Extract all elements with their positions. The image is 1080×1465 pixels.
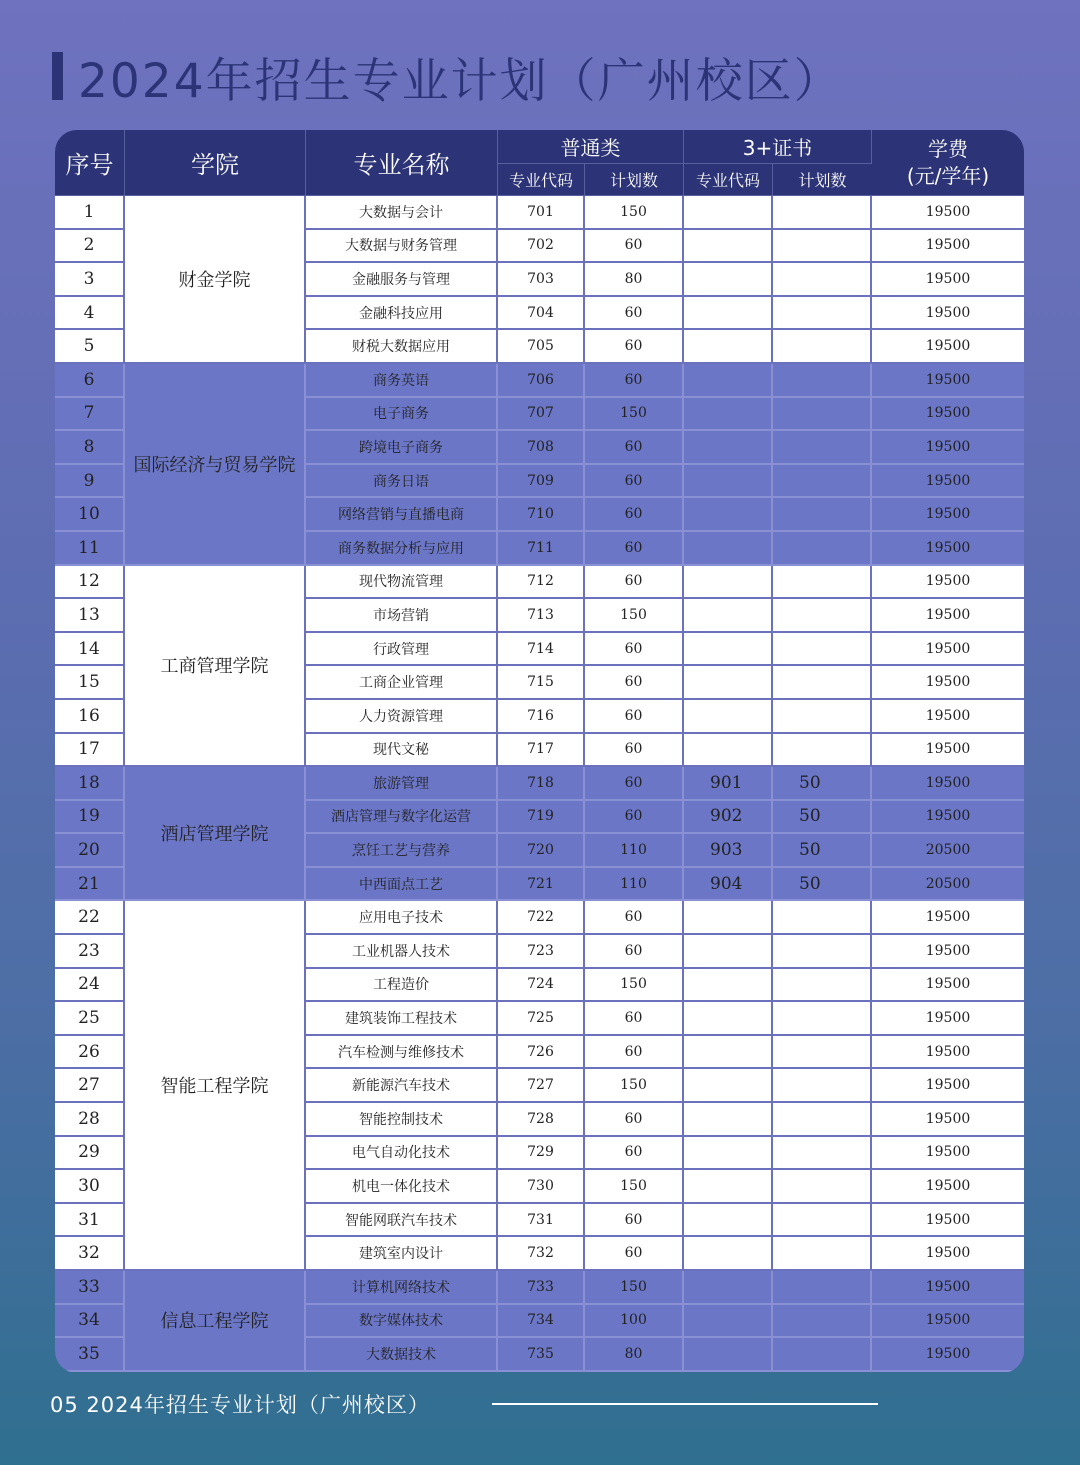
cell-college: 酒店管理学院 xyxy=(125,767,306,901)
cell-cert-code xyxy=(684,263,773,297)
page-footer: 05 2024年招生专业计划（广州校区） xyxy=(50,1393,430,1417)
cell-cert-plan xyxy=(773,263,872,297)
cell-fee: 19500 xyxy=(872,1170,1024,1204)
cell-code: 706 xyxy=(498,364,585,398)
cell-cert-code xyxy=(684,700,773,734)
page-title: 2024年招生专业计划（广州校区） xyxy=(78,54,843,109)
cell-seq: 2 xyxy=(55,230,125,264)
cell-major: 金融科技应用 xyxy=(306,297,498,331)
cell-major: 网络营销与直播电商 xyxy=(306,498,498,532)
cell-plan: 60 xyxy=(585,364,684,398)
cell-seq: 26 xyxy=(55,1036,125,1070)
cell-major: 新能源汽车技术 xyxy=(306,1069,498,1103)
cell-plan: 60 xyxy=(585,532,684,566)
cell-seq: 31 xyxy=(55,1204,125,1238)
cell-seq: 1 xyxy=(55,196,125,230)
cell-fee: 19500 xyxy=(872,431,1024,465)
header-college: 学院 xyxy=(125,130,306,196)
cell-plan: 60 xyxy=(585,330,684,364)
cell-fee: 19500 xyxy=(872,364,1024,398)
enrollment-plan-table xyxy=(55,130,1024,1372)
cell-seq: 3 xyxy=(55,263,125,297)
cell-cert-code xyxy=(684,1204,773,1238)
cell-major: 大数据与财务管理 xyxy=(306,230,498,264)
cell-fee: 19500 xyxy=(872,1103,1024,1137)
cell-plan: 60 xyxy=(585,1237,684,1271)
cell-seq: 32 xyxy=(55,1237,125,1271)
cell-plan: 150 xyxy=(585,398,684,432)
cell-seq: 27 xyxy=(55,1069,125,1103)
cell-cert-plan xyxy=(773,599,872,633)
cell-code: 719 xyxy=(498,801,585,835)
cell-cert-code xyxy=(684,230,773,264)
table-row xyxy=(55,566,1024,600)
cell-seq: 20 xyxy=(55,834,125,868)
cell-fee: 19500 xyxy=(872,633,1024,667)
cell-cert-plan xyxy=(773,1271,872,1305)
cell-fee: 19500 xyxy=(872,196,1024,230)
cell-seq: 16 xyxy=(55,700,125,734)
cell-major: 汽车检测与维修技术 xyxy=(306,1036,498,1070)
cell-cert-code xyxy=(684,901,773,935)
cell-major: 行政管理 xyxy=(306,633,498,667)
cell-cert-code xyxy=(684,1137,773,1171)
cell-seq: 5 xyxy=(55,330,125,364)
cell-fee: 19500 xyxy=(872,1305,1024,1339)
cell-code: 709 xyxy=(498,465,585,499)
header-fee xyxy=(872,130,1024,196)
cell-cert-plan xyxy=(773,700,872,734)
cell-code: 701 xyxy=(498,196,585,230)
cell-plan: 60 xyxy=(585,1204,684,1238)
cell-college: 工商管理学院 xyxy=(125,566,306,768)
cell-plan: 60 xyxy=(585,801,684,835)
cell-plan: 150 xyxy=(585,1271,684,1305)
cell-cert-code xyxy=(684,498,773,532)
cell-major: 商务英语 xyxy=(306,364,498,398)
cell-code: 725 xyxy=(498,1002,585,1036)
cell-cert-plan xyxy=(773,297,872,331)
header-plan: 计划数 xyxy=(585,164,684,196)
cell-plan: 60 xyxy=(585,1002,684,1036)
cell-cert-code xyxy=(684,1305,773,1339)
cell-major: 市场营销 xyxy=(306,599,498,633)
cell-cert-plan xyxy=(773,1103,872,1137)
table-row xyxy=(55,364,1024,398)
cell-college: 智能工程学院 xyxy=(125,901,306,1271)
cell-cert-code xyxy=(684,1069,773,1103)
table-row xyxy=(55,901,1024,935)
cell-seq: 28 xyxy=(55,1103,125,1137)
cell-cert-plan xyxy=(773,1170,872,1204)
cell-code: 714 xyxy=(498,633,585,667)
cell-plan: 150 xyxy=(585,1069,684,1103)
cell-cert-plan xyxy=(773,1237,872,1271)
cell-code: 716 xyxy=(498,700,585,734)
cell-fee: 19500 xyxy=(872,1271,1024,1305)
cell-cert-code xyxy=(684,1170,773,1204)
cell-code: 705 xyxy=(498,330,585,364)
header-general-group: 普通类 xyxy=(498,130,684,164)
cell-plan: 110 xyxy=(585,834,684,868)
cell-cert-code xyxy=(684,330,773,364)
cell-plan: 60 xyxy=(585,1036,684,1070)
cell-major: 旅游管理 xyxy=(306,767,498,801)
cell-code: 728 xyxy=(498,1103,585,1137)
cell-seq: 25 xyxy=(55,1002,125,1036)
cell-plan: 60 xyxy=(585,1137,684,1171)
cell-fee: 19500 xyxy=(872,465,1024,499)
cell-fee: 19500 xyxy=(872,801,1024,835)
cell-cert-plan xyxy=(773,666,872,700)
cell-major: 数字媒体技术 xyxy=(306,1305,498,1339)
cell-seq: 33 xyxy=(55,1271,125,1305)
cell-major: 应用电子技术 xyxy=(306,901,498,935)
table-row xyxy=(55,196,1024,230)
cell-code: 715 xyxy=(498,666,585,700)
cell-major: 商务数据分析与应用 xyxy=(306,532,498,566)
cell-plan: 60 xyxy=(585,566,684,600)
cell-code: 731 xyxy=(498,1204,585,1238)
cell-cert-plan xyxy=(773,398,872,432)
cell-cert-plan: 50 xyxy=(773,801,872,835)
cell-cert-plan xyxy=(773,969,872,1003)
cell-cert-code xyxy=(684,1103,773,1137)
header-fee-line1: 学费 xyxy=(928,136,969,161)
cell-seq: 14 xyxy=(55,633,125,667)
cell-code: 718 xyxy=(498,767,585,801)
cell-cert-plan: 50 xyxy=(773,868,872,902)
cell-code: 730 xyxy=(498,1170,585,1204)
cell-major: 机电一体化技术 xyxy=(306,1170,498,1204)
cell-plan: 60 xyxy=(585,734,684,768)
cell-cert-code xyxy=(684,465,773,499)
cell-seq: 7 xyxy=(55,398,125,432)
cell-code: 707 xyxy=(498,398,585,432)
cell-code: 722 xyxy=(498,901,585,935)
cell-cert-code xyxy=(684,1237,773,1271)
cell-seq: 15 xyxy=(55,666,125,700)
cell-major: 大数据与会计 xyxy=(306,196,498,230)
cell-cert-code xyxy=(684,734,773,768)
cell-cert-plan xyxy=(773,1137,872,1171)
header-code: 专业代码 xyxy=(498,164,585,196)
header-major: 专业名称 xyxy=(306,130,498,196)
cell-fee: 19500 xyxy=(872,1237,1024,1271)
cell-code: 726 xyxy=(498,1036,585,1070)
cell-cert-plan: 50 xyxy=(773,767,872,801)
cell-college: 国际经济与贸易学院 xyxy=(125,364,306,566)
cell-major: 计算机网络技术 xyxy=(306,1271,498,1305)
cell-code: 735 xyxy=(498,1338,585,1372)
cell-fee: 19500 xyxy=(872,330,1024,364)
cell-seq: 23 xyxy=(55,935,125,969)
cell-cert-plan xyxy=(773,901,872,935)
cell-fee: 19500 xyxy=(872,599,1024,633)
header-cert-group: 3+证书 xyxy=(684,130,872,164)
cell-major: 工程造价 xyxy=(306,969,498,1003)
cell-seq: 4 xyxy=(55,297,125,331)
cell-seq: 11 xyxy=(55,532,125,566)
cell-cert-plan xyxy=(773,1204,872,1238)
cell-cert-code xyxy=(684,935,773,969)
table-body xyxy=(55,196,1024,1372)
cell-fee: 19500 xyxy=(872,1204,1024,1238)
cell-plan: 60 xyxy=(585,633,684,667)
cell-cert-plan xyxy=(773,1338,872,1372)
cell-code: 717 xyxy=(498,734,585,768)
cell-major: 现代物流管理 xyxy=(306,566,498,600)
cell-major: 建筑装饰工程技术 xyxy=(306,1002,498,1036)
cell-plan: 150 xyxy=(585,1170,684,1204)
cell-seq: 34 xyxy=(55,1305,125,1339)
cell-plan: 80 xyxy=(585,1338,684,1372)
cell-cert-plan xyxy=(773,532,872,566)
cell-plan: 100 xyxy=(585,1305,684,1339)
cell-cert-code xyxy=(684,1271,773,1305)
cell-code: 727 xyxy=(498,1069,585,1103)
cell-major: 烹饪工艺与营养 xyxy=(306,834,498,868)
cell-cert-code xyxy=(684,1036,773,1070)
cell-fee: 19500 xyxy=(872,1338,1024,1372)
cell-plan: 60 xyxy=(585,901,684,935)
cell-major: 电气自动化技术 xyxy=(306,1137,498,1171)
cell-cert-plan xyxy=(773,1002,872,1036)
cell-major: 工业机器人技术 xyxy=(306,935,498,969)
footer-divider xyxy=(492,1403,878,1405)
cell-code: 711 xyxy=(498,532,585,566)
cell-major: 商务日语 xyxy=(306,465,498,499)
cell-seq: 29 xyxy=(55,1137,125,1171)
header-fee-line2: (元/学年) xyxy=(906,163,990,188)
cell-seq: 18 xyxy=(55,767,125,801)
table-row xyxy=(55,767,1024,801)
table-header xyxy=(55,130,1024,196)
cell-major: 电子商务 xyxy=(306,398,498,432)
cell-plan: 60 xyxy=(585,431,684,465)
cell-cert-code xyxy=(684,566,773,600)
cell-cert-plan xyxy=(773,1069,872,1103)
cell-major: 酒店管理与数字化运营 xyxy=(306,801,498,835)
cell-major: 工商企业管理 xyxy=(306,666,498,700)
cell-code: 703 xyxy=(498,263,585,297)
cell-code: 723 xyxy=(498,935,585,969)
cell-plan: 60 xyxy=(585,700,684,734)
header-cert-plan: 计划数 xyxy=(773,164,872,196)
cell-fee: 19500 xyxy=(872,532,1024,566)
cell-seq: 24 xyxy=(55,969,125,1003)
cell-plan: 60 xyxy=(585,935,684,969)
cell-fee: 19500 xyxy=(872,935,1024,969)
cell-cert-plan xyxy=(773,431,872,465)
cell-plan: 60 xyxy=(585,230,684,264)
cell-major: 大数据技术 xyxy=(306,1338,498,1372)
cell-code: 721 xyxy=(498,868,585,902)
cell-plan: 60 xyxy=(585,1103,684,1137)
cell-cert-code xyxy=(684,1338,773,1372)
cell-code: 704 xyxy=(498,297,585,331)
cell-code: 720 xyxy=(498,834,585,868)
cell-major: 现代文秘 xyxy=(306,734,498,768)
cell-major: 智能网联汽车技术 xyxy=(306,1204,498,1238)
cell-seq: 21 xyxy=(55,868,125,902)
cell-fee: 20500 xyxy=(872,834,1024,868)
cell-cert-code xyxy=(684,666,773,700)
cell-code: 712 xyxy=(498,566,585,600)
cell-cert-code: 902 xyxy=(684,801,773,835)
cell-cert-code xyxy=(684,297,773,331)
cell-plan: 60 xyxy=(585,498,684,532)
cell-plan: 110 xyxy=(585,868,684,902)
cell-code: 708 xyxy=(498,431,585,465)
cell-fee: 19500 xyxy=(872,1069,1024,1103)
cell-fee: 19500 xyxy=(872,1036,1024,1070)
header-cert-code: 专业代码 xyxy=(684,164,773,196)
cell-major: 跨境电子商务 xyxy=(306,431,498,465)
cell-cert-code xyxy=(684,969,773,1003)
cell-major: 人力资源管理 xyxy=(306,700,498,734)
cell-cert-plan xyxy=(773,566,872,600)
cell-cert-code: 901 xyxy=(684,767,773,801)
cell-fee: 19500 xyxy=(872,297,1024,331)
cell-cert-code: 904 xyxy=(684,868,773,902)
cell-seq: 19 xyxy=(55,801,125,835)
cell-fee: 19500 xyxy=(872,263,1024,297)
cell-code: 732 xyxy=(498,1237,585,1271)
cell-fee: 19500 xyxy=(872,566,1024,600)
cell-cert-plan xyxy=(773,230,872,264)
cell-cert-plan: 50 xyxy=(773,834,872,868)
cell-college: 财金学院 xyxy=(125,196,306,364)
cell-cert-code xyxy=(684,431,773,465)
cell-cert-code xyxy=(684,1002,773,1036)
cell-seq: 8 xyxy=(55,431,125,465)
cell-fee: 19500 xyxy=(872,734,1024,768)
cell-fee: 19500 xyxy=(872,901,1024,935)
table-row xyxy=(55,1271,1024,1305)
cell-plan: 60 xyxy=(585,767,684,801)
cell-fee: 19500 xyxy=(872,498,1024,532)
cell-fee: 19500 xyxy=(872,969,1024,1003)
cell-cert-plan xyxy=(773,935,872,969)
cell-cert-plan xyxy=(773,364,872,398)
cell-plan: 150 xyxy=(585,599,684,633)
cell-cert-plan xyxy=(773,734,872,768)
cell-fee: 19500 xyxy=(872,230,1024,264)
enrollment-table-container xyxy=(55,130,1024,1373)
cell-cert-code xyxy=(684,196,773,230)
cell-major: 金融服务与管理 xyxy=(306,263,498,297)
cell-major: 智能控制技术 xyxy=(306,1103,498,1137)
cell-fee: 19500 xyxy=(872,767,1024,801)
cell-cert-code: 903 xyxy=(684,834,773,868)
header-seq: 序号 xyxy=(55,130,125,196)
cell-seq: 6 xyxy=(55,364,125,398)
cell-fee: 19500 xyxy=(872,1137,1024,1171)
cell-fee: 20500 xyxy=(872,868,1024,902)
cell-college: 信息工程学院 xyxy=(125,1271,306,1372)
cell-code: 713 xyxy=(498,599,585,633)
cell-cert-plan xyxy=(773,465,872,499)
cell-cert-plan xyxy=(773,1036,872,1070)
cell-cert-plan xyxy=(773,1305,872,1339)
cell-cert-plan xyxy=(773,498,872,532)
cell-code: 702 xyxy=(498,230,585,264)
cell-cert-plan xyxy=(773,633,872,667)
cell-plan: 60 xyxy=(585,465,684,499)
cell-seq: 30 xyxy=(55,1170,125,1204)
cell-cert-code xyxy=(684,599,773,633)
cell-seq: 22 xyxy=(55,901,125,935)
cell-cert-code xyxy=(684,398,773,432)
cell-major: 中西面点工艺 xyxy=(306,868,498,902)
cell-seq: 9 xyxy=(55,465,125,499)
cell-plan: 80 xyxy=(585,263,684,297)
cell-seq: 17 xyxy=(55,734,125,768)
title-accent-bar xyxy=(52,52,63,100)
cell-cert-code xyxy=(684,633,773,667)
cell-plan: 150 xyxy=(585,196,684,230)
cell-code: 710 xyxy=(498,498,585,532)
cell-code: 724 xyxy=(498,969,585,1003)
cell-fee: 19500 xyxy=(872,1002,1024,1036)
cell-code: 729 xyxy=(498,1137,585,1171)
cell-fee: 19500 xyxy=(872,398,1024,432)
cell-plan: 60 xyxy=(585,297,684,331)
cell-seq: 35 xyxy=(55,1338,125,1372)
cell-code: 734 xyxy=(498,1305,585,1339)
cell-major: 财税大数据应用 xyxy=(306,330,498,364)
cell-code: 733 xyxy=(498,1271,585,1305)
cell-cert-code xyxy=(684,364,773,398)
cell-seq: 10 xyxy=(55,498,125,532)
cell-cert-plan xyxy=(773,196,872,230)
cell-fee: 19500 xyxy=(872,666,1024,700)
cell-major: 建筑室内设计 xyxy=(306,1237,498,1271)
cell-seq: 12 xyxy=(55,566,125,600)
cell-plan: 60 xyxy=(585,666,684,700)
cell-cert-plan xyxy=(773,330,872,364)
cell-cert-code xyxy=(684,532,773,566)
cell-fee: 19500 xyxy=(872,700,1024,734)
cell-seq: 13 xyxy=(55,599,125,633)
cell-plan: 150 xyxy=(585,969,684,1003)
